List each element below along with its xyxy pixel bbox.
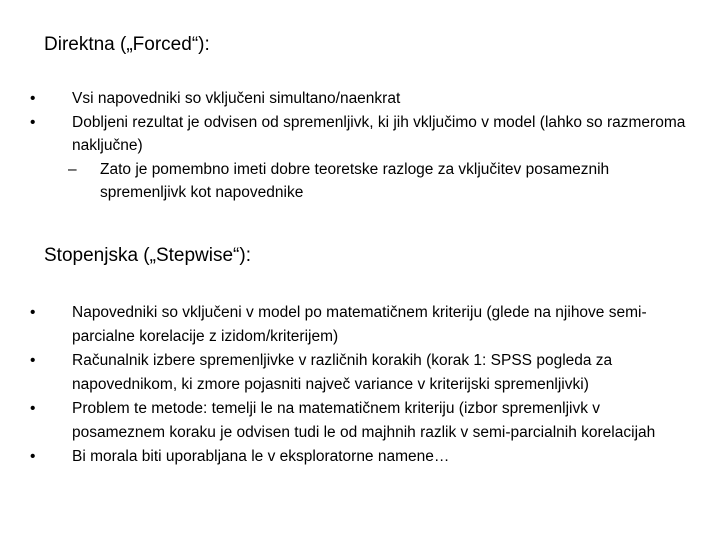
bullet-text: Problem te metode: temelji le na matematičnem kriteriju (izbor spremenljivk v posameznem koraku je odvisen tudi le od majhnih razlik v semi-parcialnih korelacijah xyxy=(72,400,656,441)
list-item xyxy=(30,301,690,349)
bullet-icon: • xyxy=(30,448,36,465)
forced-bullet-list xyxy=(30,87,690,205)
bullet-text: Vsi napovedniki so vključeni simultano/naenkrat xyxy=(72,90,401,107)
list-item xyxy=(30,349,690,397)
list-item xyxy=(30,87,690,111)
bullet-icon: • xyxy=(30,304,36,321)
dash-icon: – xyxy=(68,160,77,178)
stepwise-bullet-list xyxy=(30,301,690,469)
bullet-icon: • xyxy=(30,90,36,107)
bullet-icon: • xyxy=(30,113,36,131)
bullet-icon: • xyxy=(30,352,36,369)
bullet-text: Dobljeni rezultat je odvisen od spremenljivk, ki jih vključimo v model (lahko so razmeroma naključne) xyxy=(72,113,686,154)
sub-bullet-text: Zato je pomembno imeti dobre teoretske razloge za vključitev posameznih spremenljivk kot napovednike xyxy=(100,160,610,201)
bullet-text: Računalnik izbere spremenljivke v različnih korakih (korak 1: SPSS pogleda za napovednikom, ki zmore pojasniti največ variance v kriterijski spremenljivki) xyxy=(72,352,613,393)
sub-list-item xyxy=(40,158,690,205)
bullet-text: Bi morala biti uporabljana le v eksploratorne namene… xyxy=(72,448,450,465)
list-item xyxy=(30,111,690,158)
section-heading-forced: Direktna („Forced“): xyxy=(44,34,210,55)
section-heading-stepwise: Stopenjska („Stepwise“): xyxy=(44,245,251,266)
list-item xyxy=(30,445,690,469)
bullet-icon: • xyxy=(30,400,36,417)
list-item xyxy=(30,397,690,445)
bullet-text: Napovedniki so vključeni v model po matematičnem kriteriju (glede na njihove semi-parcialne korelacije z izidom/kriterijem) xyxy=(72,304,647,345)
